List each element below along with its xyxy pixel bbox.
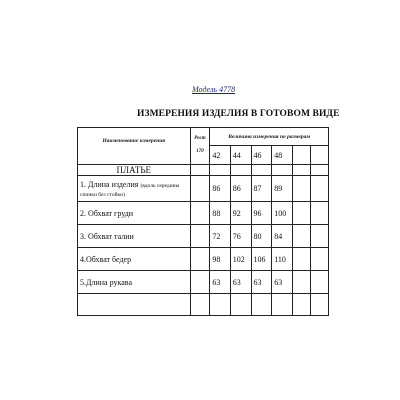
measurement-name: 3. Обхват талии [78, 225, 191, 248]
value-cell: 76 [230, 225, 251, 248]
document-title: ИЗМЕРЕНИЯ ИЗДЕЛИЯ В ГОТОВОМ ВИДЕ [137, 109, 340, 119]
size-cell: 44 [230, 146, 251, 165]
value-cell: 63 [251, 271, 272, 294]
size-cell: 46 [251, 146, 272, 165]
table-row [78, 248, 329, 271]
table-header-row [78, 128, 329, 146]
empty-cell [190, 248, 210, 271]
empty-cell [210, 165, 230, 176]
document-page [77, 0, 340, 400]
empty-cell [272, 294, 293, 316]
empty-cell [292, 271, 310, 294]
measurement-name: 4.Обхват бедер [78, 248, 191, 271]
value-cell: 89 [272, 176, 293, 202]
measurements-table [77, 127, 329, 316]
empty-cell [292, 165, 310, 176]
empty-cell [292, 248, 310, 271]
empty-cell [292, 225, 310, 248]
empty-cell [292, 202, 310, 225]
empty-cell [310, 294, 328, 316]
empty-cell [230, 165, 251, 176]
empty-cell [230, 294, 251, 316]
header-rost-label: Рост [194, 136, 206, 141]
value-cell: 84 [272, 225, 293, 248]
empty-cell [190, 176, 210, 202]
value-cell: 88 [210, 202, 230, 225]
empty-cell [310, 248, 328, 271]
value-cell: 80 [251, 225, 272, 248]
empty-cell [190, 294, 210, 316]
empty-cell [310, 165, 328, 176]
empty-cell [310, 146, 328, 165]
value-cell: 72 [210, 225, 230, 248]
measurement-title: 1. Длина изделия [80, 179, 139, 189]
value-cell: 92 [230, 202, 251, 225]
value-cell: 96 [251, 202, 272, 225]
empty-cell [190, 225, 210, 248]
table-row [78, 225, 329, 248]
size-cell: 42 [210, 146, 230, 165]
measurement-note: (вдоль середины спинки без стойки) [80, 182, 180, 198]
value-cell: 106 [251, 248, 272, 271]
empty-cell [78, 294, 191, 316]
value-cell: 98 [210, 248, 230, 271]
value-cell: 110 [272, 248, 293, 271]
value-cell: 100 [272, 202, 293, 225]
value-cell: 63 [230, 271, 251, 294]
header-rost-value: 170 [196, 149, 204, 154]
empty-cell [251, 294, 272, 316]
size-cell: 48 [272, 146, 293, 165]
empty-cell [310, 271, 328, 294]
empty-cell [310, 176, 328, 202]
value-cell: 63 [210, 271, 230, 294]
section-label: ПЛАТЬЕ [78, 165, 191, 176]
header-measurement-name: Наименование измерения [78, 128, 191, 165]
header-size-values: Величина измерения по размерам [210, 128, 329, 146]
empty-cell [292, 294, 310, 316]
table-row [78, 271, 329, 294]
empty-cell [310, 225, 328, 248]
table-row-empty [78, 294, 329, 316]
empty-cell [292, 146, 310, 165]
table-row [78, 176, 329, 202]
model-label: Модель 4778 [192, 85, 236, 94]
measurement-name [78, 176, 191, 202]
value-cell: 87 [251, 176, 272, 202]
empty-cell [210, 294, 230, 316]
empty-cell [190, 271, 210, 294]
section-row [78, 165, 329, 176]
value-cell: 86 [210, 176, 230, 202]
table-row [78, 202, 329, 225]
measurement-name: 2. Обхват груди [78, 202, 191, 225]
value-cell: 63 [272, 271, 293, 294]
value-cell: 86 [230, 176, 251, 202]
empty-cell [251, 165, 272, 176]
empty-cell [190, 165, 210, 176]
empty-cell [272, 165, 293, 176]
value-cell: 102 [230, 248, 251, 271]
header-rost [190, 128, 210, 165]
measurement-name: 5.Длина рукава [78, 271, 191, 294]
empty-cell [310, 202, 328, 225]
empty-cell [292, 176, 310, 202]
empty-cell [190, 202, 210, 225]
